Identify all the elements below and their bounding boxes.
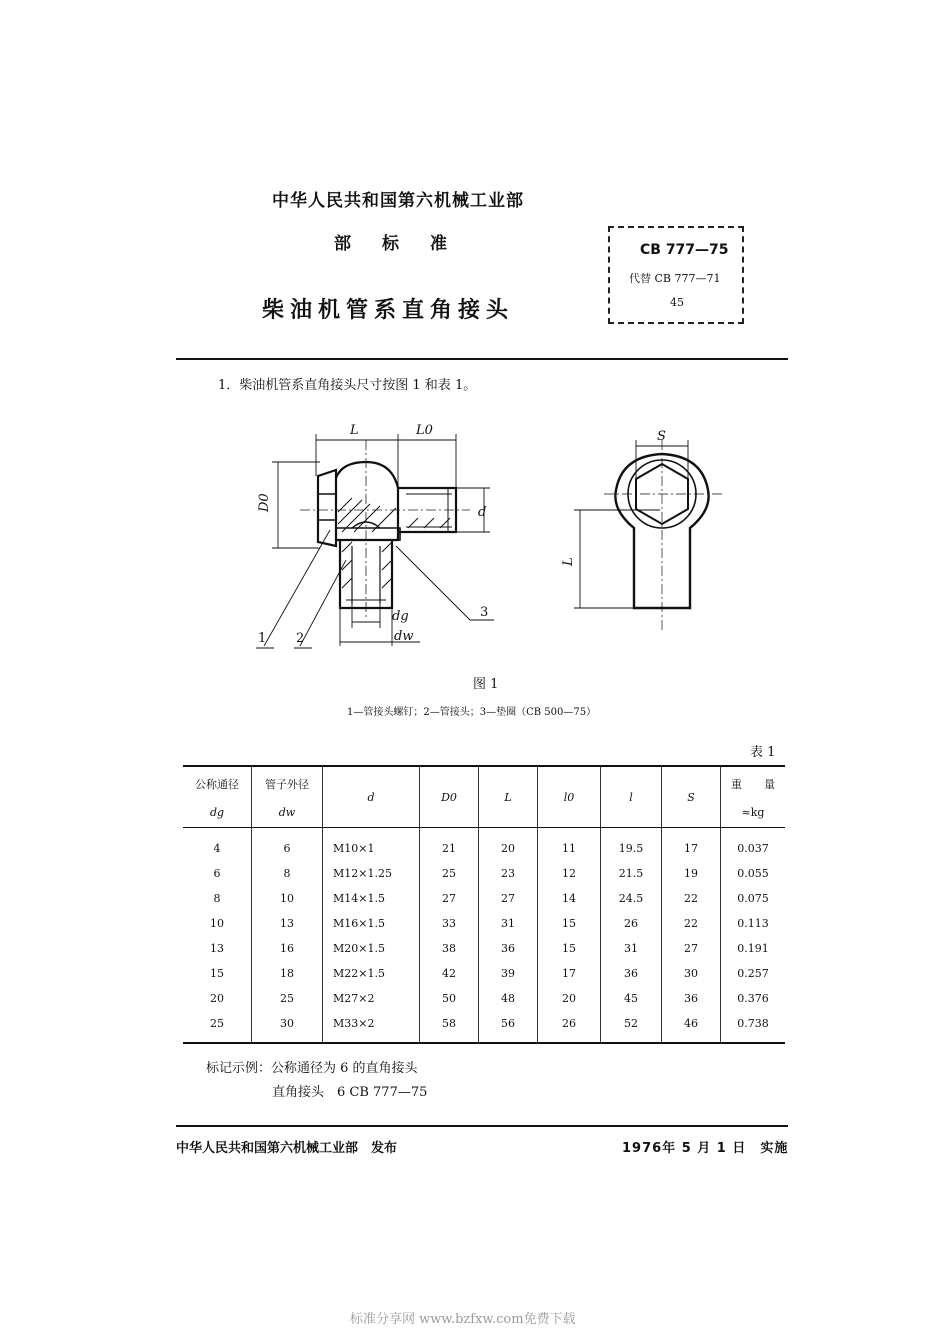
cell-w: 0.055 [721, 861, 786, 886]
cell-L: 39 [479, 961, 538, 986]
cell-L: 27 [479, 886, 538, 911]
figure-legend: 1—管接头螺钉；2—管接头；3—垫圈（CB 500—75） [347, 707, 597, 718]
table-header-row [183, 766, 785, 828]
dim-L-label: L [350, 423, 359, 438]
cell-d: M27×2 [323, 986, 420, 1011]
cell-l: 36 [601, 961, 662, 986]
cell-dw: 8 [252, 861, 323, 886]
cell-dw: 30 [252, 1011, 323, 1043]
header-dg: 公称通径 dg [183, 766, 252, 828]
side-view-labels [561, 429, 666, 567]
cell-dw: 18 [252, 961, 323, 986]
cell-w: 0.037 [721, 828, 786, 862]
figure-caption: 图 1 [473, 677, 499, 692]
header-l: l [601, 766, 662, 828]
cell-D0: 50 [420, 986, 479, 1011]
standard-type-char: 准 [430, 234, 447, 254]
cell-w: 0.257 [721, 961, 786, 986]
header-weight: 重 量 ≈kg [721, 766, 786, 828]
cell-l: 31 [601, 936, 662, 961]
cell-l: 21.5 [601, 861, 662, 886]
cell-L: 36 [479, 936, 538, 961]
cell-S: 27 [662, 936, 721, 961]
standard-type-char: 部 [334, 234, 351, 254]
dim-dg-label: dg [392, 609, 409, 624]
cell-d: M12×1.25 [323, 861, 420, 886]
cell-L: 31 [479, 911, 538, 936]
cell-l: 24.5 [601, 886, 662, 911]
header-D0: D0 [420, 766, 479, 828]
section-hatching [338, 498, 450, 588]
marking-example-code: 直角接头 6 CB 777—75 [272, 1085, 428, 1100]
table-row [183, 986, 785, 1011]
cell-w: 0.113 [721, 911, 786, 936]
cell-dg: 10 [210, 917, 224, 930]
cell-w: 0.075 [721, 886, 786, 911]
cell-l0: 15 [538, 911, 601, 936]
table-row [183, 828, 785, 862]
front-view-labels [257, 423, 488, 646]
cell-l0: 20 [538, 986, 601, 1011]
cell-d: M33×2 [323, 1011, 420, 1043]
page-number: 45 [670, 296, 684, 309]
cell-l: 19.5 [601, 828, 662, 862]
table-row [183, 936, 785, 961]
cell-l0: 15 [538, 936, 601, 961]
cell-dg: 25 [183, 1011, 252, 1043]
part-3-label: 3 [480, 605, 489, 620]
cell-dg: 4 [213, 842, 221, 855]
cell-l0: 12 [538, 861, 601, 886]
table-row [183, 861, 785, 886]
cell-d: M10×1 [323, 828, 420, 862]
cell-l: 26 [601, 911, 662, 936]
cell-dw: 10 [252, 886, 323, 911]
table-row [183, 961, 785, 986]
replaces-standard: 代替 CB 777—71 [629, 272, 721, 285]
cell-w: 0.191 [721, 936, 786, 961]
clause-1-text: 1．柴油机管系直角接头尺寸按图 1 和表 1。 [218, 378, 477, 393]
cell-l0: 11 [538, 828, 601, 862]
cell-dg: 6 [213, 867, 221, 880]
header-L: L [479, 766, 538, 828]
footer-publisher: 中华人民共和国第六机械工业部 发布 [176, 1141, 398, 1156]
front-view [318, 462, 456, 608]
marking-example-label: 标记示例：公称通径为 6 的直角接头 [206, 1061, 418, 1076]
header-dw: 管子外径 dw [252, 766, 323, 828]
cell-S: 19 [662, 861, 721, 886]
watermark: 标准分享网 www.bzfxw.com免费下载 [350, 1312, 576, 1327]
footer-effective-date: 1976年 5 月 1 日 实施 [622, 1141, 789, 1156]
cell-D0: 27 [420, 886, 479, 911]
cell-dg: 15 [210, 967, 224, 980]
dim-S-label: S [657, 429, 666, 444]
cell-L: 20 [479, 828, 538, 862]
cell-S: 22 [662, 886, 721, 911]
dim-dw-label: dw [394, 629, 414, 644]
cell-D0: 38 [420, 936, 479, 961]
footer-divider [176, 1125, 788, 1127]
cell-d: M14×1.5 [323, 886, 420, 911]
cell-w: 0.376 [721, 986, 786, 1011]
cell-w: 0.738 [721, 1011, 786, 1043]
cell-S: 17 [662, 828, 721, 862]
part-2-label: 2 [296, 631, 305, 646]
cell-l0: 26 [538, 1011, 601, 1043]
cell-d: M22×1.5 [323, 961, 420, 986]
cell-dw: 6 [252, 828, 323, 862]
table-row [183, 1011, 785, 1043]
cell-S: 30 [662, 961, 721, 986]
cell-S: 46 [662, 1011, 721, 1043]
cell-D0: 21 [420, 828, 479, 862]
cell-D0: 58 [420, 1011, 479, 1043]
cell-D0: 33 [420, 911, 479, 936]
cell-l0: 14 [538, 886, 601, 911]
cell-dg: 8 [213, 892, 221, 905]
dim-L0-label: L0 [416, 423, 433, 438]
cell-L: 48 [479, 986, 538, 1011]
cell-S: 22 [662, 911, 721, 936]
cell-D0: 25 [420, 861, 479, 886]
cell-dw: 25 [252, 986, 323, 1011]
ministry-heading: 中华人民共和国第六机械工业部 [272, 191, 524, 211]
table-row [183, 911, 785, 936]
header-l0: l0 [538, 766, 601, 828]
table-label: 表 1 [750, 745, 776, 760]
side-view-dimensions [574, 440, 724, 632]
standard-type-char: 标 [382, 234, 399, 254]
cell-l: 52 [601, 1011, 662, 1043]
cell-L: 56 [479, 1011, 538, 1043]
cell-d: M16×1.5 [323, 911, 420, 936]
cell-dg: 13 [210, 942, 224, 955]
cell-l0: 17 [538, 961, 601, 986]
cell-d: M20×1.5 [323, 936, 420, 961]
cell-L: 23 [479, 861, 538, 886]
cell-l: 45 [601, 986, 662, 1011]
dim-D0-label: D0 [257, 493, 272, 512]
header-S: S [662, 766, 721, 828]
dim-side-L-label: L [561, 557, 576, 566]
document-title: 柴油机管系直角接头 [262, 298, 515, 323]
dim-d-label: d [478, 505, 487, 520]
dimension-table [183, 765, 785, 1044]
table-row [183, 886, 785, 911]
part-1-label: 1 [258, 631, 267, 646]
standard-code: CB 777—75 [640, 242, 729, 258]
cell-dg: 20 [210, 992, 224, 1005]
cell-S: 36 [662, 986, 721, 1011]
cell-dw: 13 [252, 911, 323, 936]
cell-dw: 16 [252, 936, 323, 961]
header-d: d [323, 766, 420, 828]
cell-D0: 42 [420, 961, 479, 986]
